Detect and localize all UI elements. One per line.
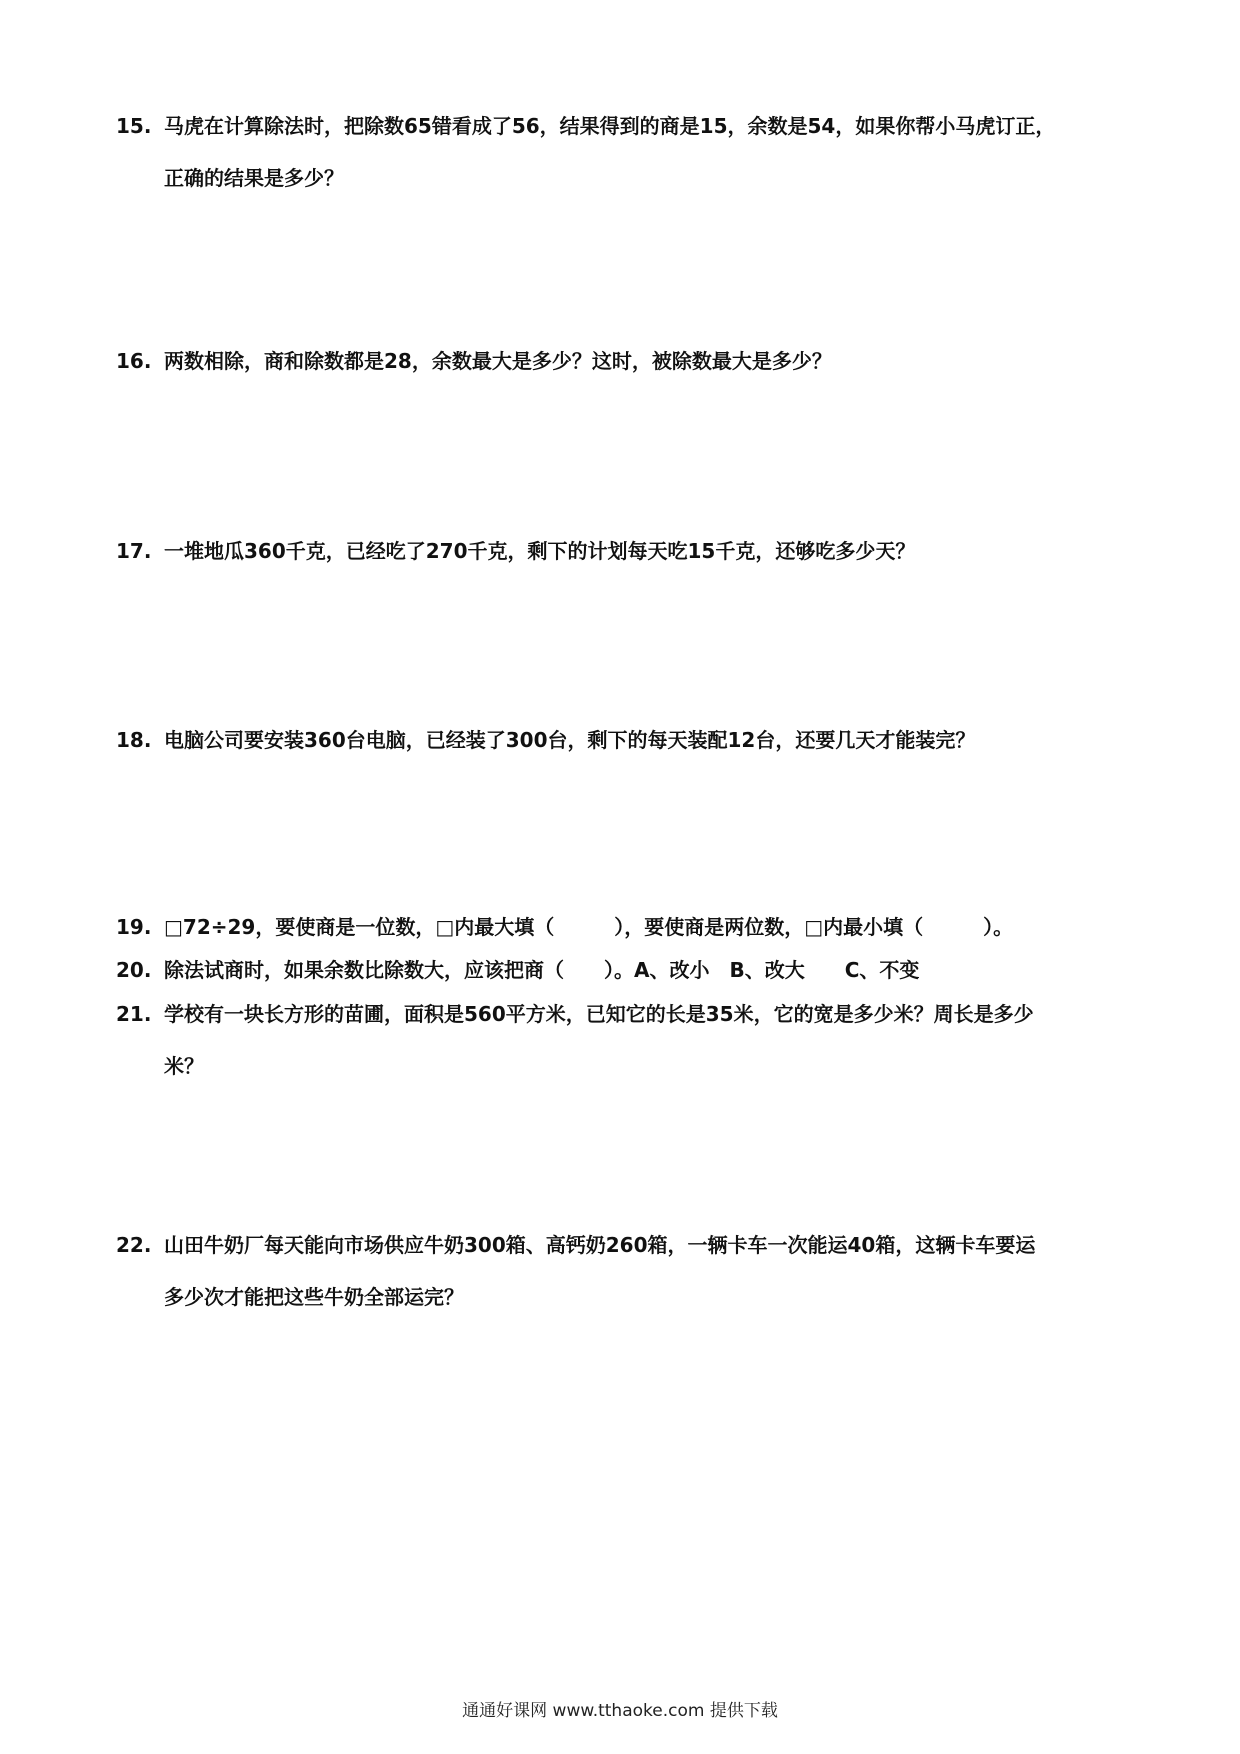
question-number: 19. [116,915,152,939]
question-text-continued: 米？ [164,1054,204,1078]
question-number: 21. [116,1002,152,1026]
question-number: 16. [116,349,152,373]
question-number: 20. [116,958,152,982]
question-21 [116,988,1146,1092]
question-number: 15. [116,114,152,138]
question-16 [116,335,1146,387]
question-text: 山田牛奶厂每天能向市场供应牛奶300箱、高钙奶260箱，一辆卡车一次能运40箱，这辆卡车要运 [164,1233,1036,1257]
question-number: 18. [116,728,152,752]
question-text: 除法试商时，如果余数比除数大，应该把商（ ）。A、改小 B、改大 C、不变 [164,958,920,982]
question-text-continued: 正确的结果是多少？ [164,166,344,190]
question-15 [116,100,1146,204]
question-22 [116,1219,1146,1323]
question-text: 学校有一块长方形的苗圃，面积是560平方米，已知它的长是35米，它的宽是多少米？周长是多少 [164,1002,1034,1026]
question-text: 一堆地瓜360千克，已经吃了270千克，剩下的计划每天吃15千克，还够吃多少天？ [164,539,916,563]
question-text: 马虎在计算除法时，把除数65错看成了56，结果得到的商是15，余数是54，如果你帮小马虎订正， [164,114,1056,138]
question-17 [116,525,1146,577]
question-number: 17. [116,539,152,563]
question-text: 电脑公司要安装360台电脑，已经装了300台，剩下的每天装配12台，还要几天才能装完？ [164,728,976,752]
question-text: □72÷29，要使商是一位数，□内最大填（ ），要使商是两位数，□内最小填（ ）。 [164,915,1014,939]
footer-download-note: 通通好课网 www.tthaoke.com 提供下载 [462,1701,778,1721]
question-text: 两数相除，商和除数都是28，余数最大是多少？这时，被除数最大是多少？ [164,349,832,373]
question-18 [116,714,1146,766]
question-number: 22. [116,1233,152,1257]
question-text-continued: 多少次才能把这些牛奶全部运完？ [164,1285,464,1309]
